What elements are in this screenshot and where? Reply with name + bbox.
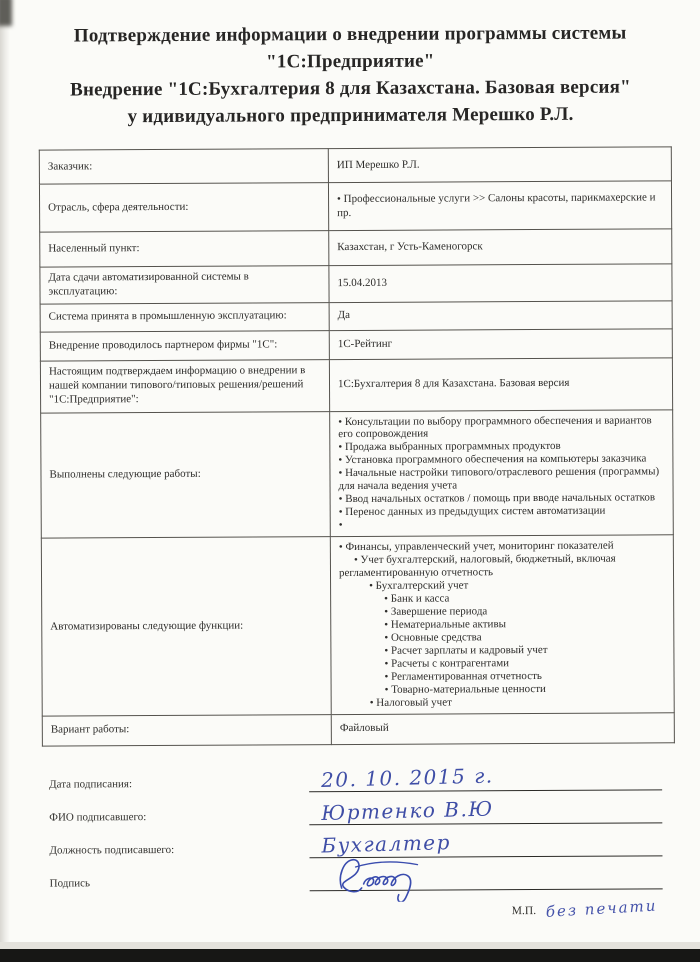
list-item: • Ввод начальных остатков / помощь при вводе начальных остатков (338, 491, 656, 506)
table-row-customer (39, 147, 671, 184)
signer-position-label: Должность подписавшего: (49, 843, 175, 857)
list-item: • Завершение периода (384, 605, 488, 618)
document-title (0, 0, 700, 131)
row-label-cell: Система принята в промышленную эксплуатацию: (40, 302, 329, 332)
signer-position-handwritten: Бухгалтер (321, 829, 452, 858)
table-row-work-mode (42, 713, 674, 746)
list-item: • Финансы, управленческий учет, мониторинг показателей (338, 539, 614, 554)
table-row-solution (40, 357, 672, 412)
table-row-partner (40, 328, 672, 360)
signing-date-label: Дата подписания: (49, 777, 133, 791)
row-label-cell: Дата сдачи автоматизированной системы в эксплуатацию: (40, 266, 329, 304)
signature-line (309, 855, 662, 891)
row-value-cell: 1С-Рейтинг (329, 328, 672, 359)
scan-bottom-bar (0, 949, 700, 962)
document-title-line: "1С:Предприятие" (266, 50, 435, 73)
implementation-details-table (39, 146, 675, 746)
list-item: • Расчеты с контрагентами (384, 657, 510, 670)
row-value-cell: Казахстан, г Усть-Каменогорск (329, 229, 672, 266)
signing-date-row (49, 757, 662, 793)
list-item: • Регламентированная отчетность (384, 669, 542, 683)
list-item: • Перенос данных из предыдущих систем автоматизации (338, 504, 606, 519)
signing-date-line (309, 756, 662, 792)
list-item: • Банк и касса (384, 592, 450, 605)
row-label-cell: Вариант работы: (42, 714, 331, 746)
signature-section (49, 757, 663, 920)
list-item: • Расчет зарплаты и кадровый учет (384, 643, 548, 657)
list-item: • Продажа выбранных программных продуктов (338, 440, 561, 454)
table-row-production-accepted (40, 300, 672, 331)
signature-label: Подпись (49, 877, 91, 890)
table-row-industry (39, 181, 671, 232)
functions-list (330, 535, 674, 714)
list-item: • Бухгалтерский учет (369, 579, 469, 593)
signing-date-handwritten: 20. 10. 2015 г. (320, 763, 494, 792)
row-label-cell: Настоящим подтверждаем информацию о внедрении в нашей компании типового/типовых решения/решений "1С:Предприятие": (40, 359, 329, 413)
row-value-cell: 1С:Бухгалтерия 8 для Казахстана. Базовая версия (329, 357, 672, 411)
document-title-line: Внедрение "1С:Бухгалтерия 8 для Казахстана. Базовая версия" (70, 76, 631, 101)
list-item: • Налоговый учет (369, 696, 452, 709)
list-item: • Консультации по выбору программного обеспечения и вариантов его сопровождения (338, 413, 652, 441)
works-list (330, 409, 674, 537)
row-value-cell: 15.04.2013 (329, 264, 672, 302)
document-title-line: у идивидуального предпринимателя Мерешко Р.Л. (127, 103, 574, 128)
signature-scribble (327, 851, 447, 902)
row-label-cell: Внедрение проводилось партнером фирмы "1С": (40, 330, 329, 361)
row-label-cell: Автоматизированы следующие функции: (41, 537, 331, 716)
list-item: • Товарно-материальные ценности (384, 682, 546, 696)
row-value-cell: ИП Мерешко Р.Л. (328, 147, 671, 183)
table-row-works-performed (41, 409, 674, 538)
signer-name-row (49, 790, 662, 826)
row-label-cell: Отрасль, сфера деятельности: (39, 183, 328, 233)
stamp-row (511, 896, 663, 921)
document-title-line: Подтверждение информации о внедрении программы системы (73, 22, 627, 47)
scan-bottom-strip (0, 942, 700, 949)
list-item: • Основные средства (384, 631, 482, 644)
table-row-city (40, 229, 672, 267)
table-row-launch-date (40, 264, 672, 304)
list-item: • Установка программного обеспечения на компьютеры заказчика (338, 452, 647, 467)
stamp-note-handwritten: без печати (545, 896, 659, 921)
list-item: • Начальные настройки типового/отраслевого решения (программы) для начала ведения учета (338, 465, 660, 493)
row-label-cell: Населенный пункт: (40, 231, 329, 268)
signer-name-label: ФИО подписавшего: (49, 810, 147, 824)
signature-row (49, 856, 662, 892)
signer-name-line (309, 789, 662, 825)
list-item: • Нематериальные активы (384, 618, 507, 631)
list-item: • (338, 519, 343, 532)
row-value-cell: Да (329, 300, 672, 330)
row-label-cell: Выполнены следующие работы: (41, 411, 331, 538)
signer-name-handwritten: Юртенко В.Ю (320, 796, 494, 825)
row-label-cell: Заказчик: (39, 149, 328, 185)
list-item: • Учет бухгалтерский, налоговый, бюджетный, включая регламентированную отчетность (338, 552, 616, 580)
row-value-cell: Файловый (331, 713, 674, 745)
table-row-automated-functions (41, 535, 674, 716)
row-value-cell: • Профессиональные услуги >> Салоны красоты, парикмахерские и пр. (328, 181, 671, 231)
stamp-label: М.П. (511, 904, 537, 917)
